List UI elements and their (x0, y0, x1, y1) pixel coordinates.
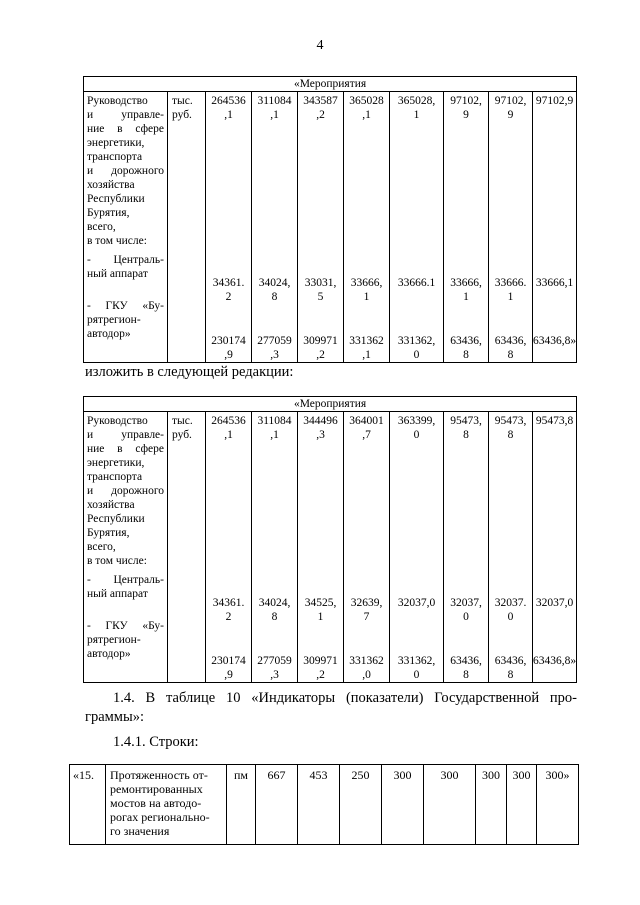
value-line: 8 (271, 291, 278, 303)
text-line: Республики (87, 193, 145, 205)
value-line: 311084 (257, 415, 292, 427)
text-line: ный аппарат (87, 588, 148, 600)
value-line: 33666,1 (535, 277, 574, 289)
value-gku (444, 654, 488, 682)
table-indicators (69, 764, 579, 845)
text-line: Руководство (87, 415, 148, 427)
section-title: «Мероприятия (84, 77, 577, 92)
value-line: 1 (317, 611, 324, 623)
value-line: 331362 (349, 655, 384, 667)
value-line: 0 (413, 669, 420, 681)
value-line (533, 348, 576, 362)
value-central (533, 276, 576, 304)
value-line: 0 (413, 429, 420, 441)
value-line: 8 (463, 349, 469, 361)
value-col-3 (298, 412, 344, 683)
table-new (83, 396, 577, 683)
value-line: ,9 (224, 349, 233, 361)
value-line: 343587 (303, 95, 338, 107)
value-line: 309971 (303, 335, 338, 347)
value-line: ,2 (316, 109, 325, 121)
value-line: ,1 (224, 109, 233, 121)
subrow-central-name (87, 573, 164, 601)
value-line: 63436,8» (533, 335, 577, 347)
value-line: 365028 (349, 95, 384, 107)
value-col-7 (489, 92, 533, 363)
text-line: в том числе: (87, 235, 147, 247)
value-line: 33666. (494, 277, 527, 289)
unit-cell (168, 412, 206, 683)
value-total (489, 94, 532, 122)
instruction-text: изложить в следующей редакции: (85, 364, 294, 380)
value-line: 33666, (450, 277, 482, 289)
text-line: и дорожного (87, 165, 164, 177)
value-line: 309971 (303, 655, 338, 667)
value-line: 0 (413, 349, 420, 361)
text-line: тыс. (172, 415, 193, 427)
indicator-unit: пм (227, 765, 256, 845)
value-line: ,3 (270, 349, 279, 361)
subrow-gku-name (87, 619, 164, 661)
text-line: Республики (87, 513, 145, 525)
indicator-value-1: 667 (256, 765, 298, 845)
value-col-1 (206, 92, 252, 363)
value-line: 32037,0 (397, 597, 436, 609)
text-line: и дорожного (87, 485, 164, 497)
value-line: 32037,0 (535, 597, 574, 609)
value-line: 95473, (450, 415, 482, 427)
value-gku (489, 334, 532, 362)
value-line: 277059 (257, 335, 292, 347)
value-line: 8 (507, 429, 514, 441)
value-line: ,3 (270, 669, 279, 681)
value-gku (252, 334, 297, 362)
value-line (390, 290, 443, 304)
value-total (206, 414, 251, 442)
row-name (87, 94, 164, 248)
value-total (298, 94, 343, 122)
value-line: 363399, (397, 415, 436, 427)
value-line (533, 668, 576, 682)
value-col-5 (390, 412, 444, 683)
value-line: 2 (225, 291, 232, 303)
text-line: рятрегион- (87, 634, 141, 646)
value-total (344, 414, 389, 442)
value-line: 1 (463, 291, 469, 303)
value-total (206, 94, 251, 122)
text-line: го значения (110, 824, 170, 838)
value-line: 95473,8 (535, 415, 574, 427)
value-col-2 (252, 412, 298, 683)
value-line: 9 (463, 109, 469, 121)
text-line: ние в сфере (87, 443, 164, 455)
value-line: 97102, (494, 95, 527, 107)
text-line: руб. (172, 109, 192, 121)
value-line: 365028, (397, 95, 436, 107)
value-line: 34525, (304, 597, 337, 609)
value-line: 230174 (211, 655, 246, 667)
indicator-value-3: 250 (340, 765, 382, 845)
value-central (444, 596, 488, 624)
section-title: «Мероприятия (84, 397, 577, 412)
value-central (206, 596, 251, 624)
value-line: ,0 (362, 669, 371, 681)
table-old (83, 76, 577, 363)
value-central (252, 276, 297, 304)
value-line: 8 (271, 611, 278, 623)
value-line: 34024, (258, 277, 291, 289)
text-line: в том числе: (87, 555, 147, 567)
text-line: ный аппарат (87, 268, 148, 280)
value-line: 63436, (494, 335, 527, 347)
value-line: 63436, (450, 335, 482, 347)
value-line: 33031, (304, 277, 337, 289)
value-col-7 (489, 412, 533, 683)
value-line (390, 610, 443, 624)
row-name (87, 414, 164, 568)
value-line: ,3 (316, 429, 325, 441)
value-gku (489, 654, 532, 682)
value-line: 97102,9 (535, 95, 574, 107)
value-total (252, 94, 297, 122)
value-central (298, 596, 343, 624)
value-total (489, 414, 532, 442)
text-line: всего, (87, 221, 116, 233)
value-central (533, 596, 576, 624)
value-gku (390, 334, 443, 362)
value-line (533, 428, 576, 442)
text-line: мостов на автодо- (110, 796, 202, 810)
value-line: 230174 (211, 335, 246, 347)
row-name-cell (84, 92, 168, 363)
subrow-gku-name (87, 299, 164, 341)
value-line: 32639, (350, 597, 383, 609)
text-line: хозяйства (87, 179, 135, 191)
value-line: 63436, (494, 655, 527, 667)
text-line: - Централь- (87, 574, 164, 586)
value-line (533, 108, 576, 122)
subrow-central-name (87, 253, 164, 281)
value-line: 7 (363, 611, 370, 623)
value-total (252, 414, 297, 442)
text-line: хозяйства (87, 499, 135, 511)
indicator-value-2: 453 (298, 765, 340, 845)
value-col-6 (444, 412, 489, 683)
text-line: энергетики, (87, 137, 145, 149)
indicator-value-7: 300 (507, 765, 537, 845)
text-line: рогах регионально- (110, 810, 210, 824)
text-line: ремонтированных (110, 782, 203, 796)
value-line: 9 (507, 109, 514, 121)
text-line: Бурятия, (87, 207, 130, 219)
value-line: 95473, (494, 415, 527, 427)
value-line: 264536 (211, 95, 246, 107)
value-gku (444, 334, 488, 362)
value-line: 33666.1 (397, 277, 436, 289)
unit-cell (168, 92, 206, 363)
value-total (444, 94, 488, 122)
value-central (298, 276, 343, 304)
value-line: 2 (225, 611, 232, 623)
value-total (533, 414, 576, 442)
value-line: 32037. (494, 597, 527, 609)
value-col-2 (252, 92, 298, 363)
text-line: рятрегион- (87, 314, 141, 326)
text-line: руб. (172, 429, 192, 441)
value-col-8 (533, 92, 577, 363)
value-line: 34024, (258, 597, 291, 609)
value-total (444, 414, 488, 442)
paragraph-1-4-line-2: граммы»: (85, 709, 145, 725)
text-line: транспорта (87, 471, 143, 483)
value-gku (206, 334, 251, 362)
text-line: автодор» (87, 648, 131, 660)
value-line: 63436,8» (533, 655, 577, 667)
value-line (533, 610, 576, 624)
text-line: - Централь- (87, 254, 164, 266)
value-line: ,1 (224, 429, 233, 441)
indicator-value-4: 300 (382, 765, 424, 845)
value-col-1 (206, 412, 252, 683)
value-line: 8 (507, 669, 514, 681)
text-line: Руководство (87, 95, 148, 107)
value-line: 331362, (397, 655, 436, 667)
text-line: Бурятия, (87, 527, 130, 539)
indicator-value-8: 300» (537, 765, 579, 845)
indicator-name (106, 765, 227, 845)
value-col-6 (444, 92, 489, 363)
text-line: Протяженность от- (110, 768, 208, 782)
page-number: 4 (316, 38, 324, 53)
value-line: 5 (317, 291, 324, 303)
value-central (489, 596, 532, 624)
value-gku (390, 654, 443, 682)
value-line: 344496 (303, 415, 338, 427)
value-gku (298, 334, 343, 362)
value-line: ,1 (270, 429, 279, 441)
value-central (344, 596, 389, 624)
value-col-4 (344, 412, 390, 683)
value-total (390, 414, 443, 442)
value-central (252, 596, 297, 624)
text-line: - ГКУ «Бу- (87, 620, 164, 632)
value-total (390, 94, 443, 122)
value-gku (533, 334, 576, 362)
value-line: 277059 (257, 655, 292, 667)
value-line: 63436, (450, 655, 482, 667)
text-line: тыс. (172, 95, 193, 107)
text-line: всего, (87, 541, 116, 553)
value-line: 34361. (212, 277, 245, 289)
value-total (344, 94, 389, 122)
indicator-value-6: 300 (476, 765, 507, 845)
indicator-value-5: 300 (424, 765, 476, 845)
value-gku (344, 334, 389, 362)
value-line: 264536 (211, 415, 246, 427)
value-central (344, 276, 389, 304)
text-line: транспорта (87, 151, 143, 163)
text-line: и управле- (87, 429, 164, 441)
value-gku (344, 654, 389, 682)
value-line: 364001 (349, 415, 384, 427)
value-gku (533, 654, 576, 682)
value-col-8 (533, 412, 577, 683)
value-line: ,2 (316, 349, 325, 361)
value-total (298, 414, 343, 442)
value-line: ,7 (362, 429, 371, 441)
value-central (489, 276, 532, 304)
value-central (390, 596, 443, 624)
value-line: 8 (507, 349, 514, 361)
row-name-cell (84, 412, 168, 683)
value-central (390, 276, 443, 304)
value-gku (298, 654, 343, 682)
value-line: ,1 (362, 349, 371, 361)
value-col-5 (390, 92, 444, 363)
value-line: 1 (507, 291, 514, 303)
value-col-4 (344, 92, 390, 363)
value-gku (206, 654, 251, 682)
text-line: энергетики, (87, 457, 145, 469)
value-gku (252, 654, 297, 682)
indicator-number: «15. (70, 765, 106, 845)
value-line: 1 (413, 109, 420, 121)
value-line: 34361. (212, 597, 245, 609)
text-line: ние в сфере (87, 123, 164, 135)
value-col-3 (298, 92, 344, 363)
value-line: ,9 (224, 669, 233, 681)
paragraph-1-4-line-1: 1.4. В таблице 10 «Индикаторы (показатели) Государственной про- (113, 690, 577, 706)
value-line: 311084 (257, 95, 292, 107)
value-line: 8 (463, 429, 469, 441)
text-line: - ГКУ «Бу- (87, 300, 164, 312)
value-line: ,2 (316, 669, 325, 681)
value-line (533, 290, 576, 304)
value-line: ,1 (270, 109, 279, 121)
value-central (206, 276, 251, 304)
value-line: 0 (463, 611, 469, 623)
value-line: 331362, (397, 335, 436, 347)
value-line: 0 (507, 611, 514, 623)
value-line: 1 (363, 291, 370, 303)
value-line: 331362 (349, 335, 384, 347)
value-line: 33666, (350, 277, 383, 289)
value-central (444, 276, 488, 304)
paragraph-1-4 (85, 689, 577, 727)
text-line: и управле- (87, 109, 164, 121)
paragraph-1-4-1: 1.4.1. Строки: (113, 734, 199, 750)
value-line: 8 (463, 669, 469, 681)
value-total (533, 94, 576, 122)
value-line: 32037, (450, 597, 482, 609)
text-line: автодор» (87, 328, 131, 340)
value-line: 97102, (450, 95, 482, 107)
value-line: ,1 (362, 109, 371, 121)
